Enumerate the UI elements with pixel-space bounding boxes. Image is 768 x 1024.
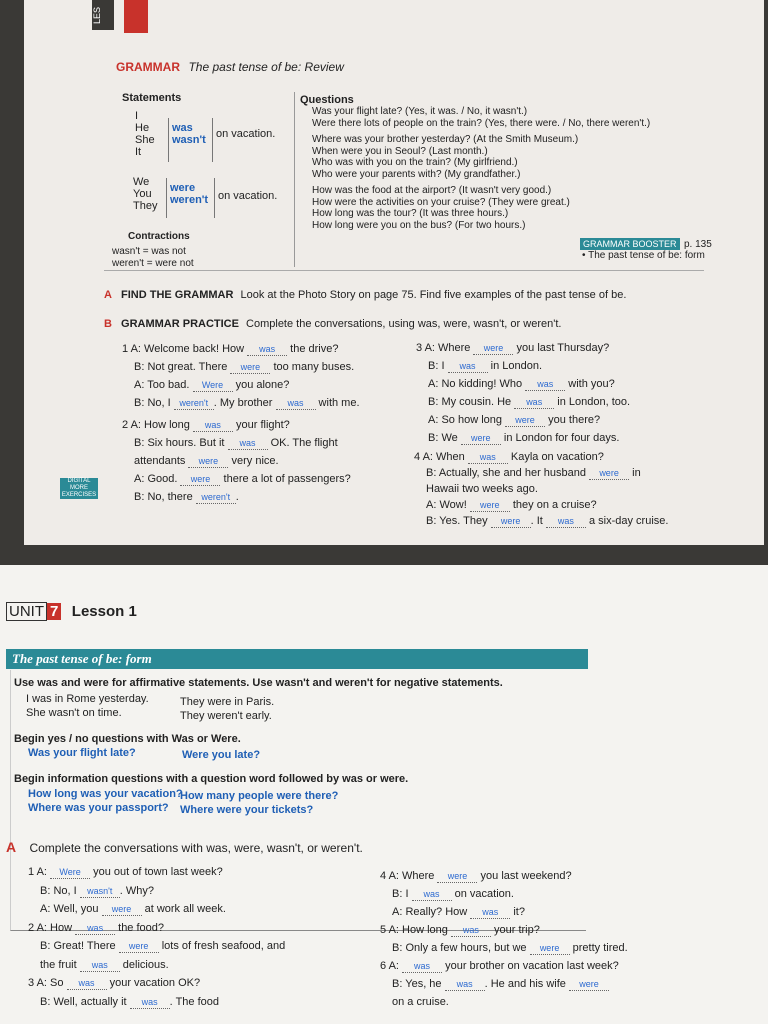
answer-blank[interactable]: were <box>505 414 545 427</box>
line-text: . Why? <box>119 884 154 897</box>
conversation-line <box>122 452 351 470</box>
line-text: B: Actually, she and her husband <box>426 467 590 479</box>
line-text: delicious. <box>119 958 169 971</box>
divider <box>214 178 215 218</box>
contractions-list <box>112 246 194 270</box>
answer-blank[interactable]: was <box>193 419 233 432</box>
exercise-letter: A <box>6 839 17 855</box>
answer-blank[interactable]: were <box>530 942 570 955</box>
answer-blank[interactable]: weren't <box>174 397 214 410</box>
conversation-line <box>122 470 351 488</box>
answer-blank[interactable]: was <box>445 978 485 991</box>
divider <box>104 270 704 271</box>
exercise-a-find <box>104 289 626 301</box>
line-text: you out of town last week? <box>90 866 223 878</box>
line-text: in London for four days. <box>500 432 620 444</box>
unit-heading <box>6 603 137 621</box>
conversation-line <box>416 429 630 447</box>
pronouns-singular <box>135 110 155 158</box>
line-text: the fruit <box>40 958 80 971</box>
column-divider <box>294 92 295 267</box>
conversation-line <box>122 488 351 506</box>
conversation-line <box>122 358 360 376</box>
answer-blank[interactable]: were <box>180 473 220 486</box>
answer-blank[interactable]: were <box>119 940 159 953</box>
answer-blank[interactable]: weren't <box>196 491 236 504</box>
line-text: a six-day cruise. <box>585 515 669 527</box>
answer-blank[interactable]: Were <box>193 379 233 392</box>
conversation-line <box>122 434 351 452</box>
pronoun: We <box>133 176 150 188</box>
line-text: your flight? <box>232 419 290 431</box>
line-text: your trip? <box>490 924 540 936</box>
digital-exercises-badge[interactable]: DIGITAL MORE EXERCISES <box>61 478 97 498</box>
conversation-3 <box>416 339 630 447</box>
answer-blank[interactable]: was <box>546 515 586 528</box>
answer-blank[interactable]: was <box>514 396 554 409</box>
verb: weren't <box>170 194 209 206</box>
example: How long was your vacation? <box>28 788 183 800</box>
line-text: B: I <box>428 360 448 372</box>
line-text: 3 A: Where <box>416 342 474 354</box>
answer-blank[interactable]: was <box>402 960 442 973</box>
line-text: pretty tired. <box>569 942 628 954</box>
exercise-title: FIND THE GRAMMAR <box>121 289 234 301</box>
pronoun: I <box>135 110 139 122</box>
line-text: your vacation OK? <box>106 977 201 989</box>
line-text: 1 A: Welcome back! How <box>122 343 248 355</box>
rule-1: Use was and were for affirmative statements. Use wasn't and weren't for negative statements. <box>14 677 503 689</box>
conversation-line <box>380 885 628 903</box>
line-text: B: Yes, he <box>392 978 445 990</box>
line-text: 4 A: Where <box>380 870 438 882</box>
answer-blank[interactable]: were <box>230 361 270 374</box>
line-text: B: My cousin. He <box>428 396 515 408</box>
exercise-instructions: Complete the conversations with was, were, wasn't, or weren't. <box>29 841 363 855</box>
line-text: 6 A: <box>380 960 403 972</box>
line-text: A: No kidding! Who <box>428 378 526 390</box>
line-text: B: I <box>392 888 412 900</box>
line-text: 4 A: When <box>414 451 468 463</box>
verbs-plural <box>170 182 208 206</box>
contraction: weren't = were not <box>112 258 194 269</box>
conversation-line <box>414 449 668 465</box>
line-text: with you? <box>565 378 615 390</box>
answer-blank[interactable]: was <box>247 343 287 356</box>
conversation-line <box>28 882 285 901</box>
line-text: B: Yes. They <box>426 515 491 527</box>
line-text: B: Six hours. But it <box>134 437 228 449</box>
line-text: A: So how long <box>428 414 506 426</box>
conversation-line <box>416 357 630 375</box>
answer-blank[interactable]: were <box>569 978 609 991</box>
line-text: you alone? <box>232 379 290 391</box>
conversation-4 <box>414 449 668 529</box>
answer-blank[interactable]: was <box>525 378 565 391</box>
line-text: . <box>235 491 239 503</box>
conversation-line <box>380 957 628 975</box>
conversation-line <box>122 394 360 412</box>
line-text: . It <box>530 515 546 527</box>
line-text: in London. <box>487 360 542 372</box>
conversation-line <box>380 903 628 921</box>
conversation-line <box>122 340 360 358</box>
answer-blank[interactable]: was <box>130 996 170 1009</box>
conversation-line <box>416 339 630 357</box>
lesson-tab: LES <box>92 0 114 30</box>
line-text: on vacation. <box>451 888 514 900</box>
line-text: . My brother <box>213 397 276 409</box>
answer-blank[interactable]: was <box>468 451 508 464</box>
grammar-booster-page: p. 135 <box>683 239 712 250</box>
rule-2: Begin yes / no questions with Was or Were. <box>14 733 241 745</box>
line-text: your brother on vacation last week? <box>442 960 619 972</box>
example: How many people were there? <box>180 790 339 802</box>
conversation-line <box>380 921 628 939</box>
conversation-line <box>414 481 668 497</box>
line-text: you there? <box>545 414 601 426</box>
conversation-line <box>380 993 628 1011</box>
line-text: there a lot of passengers? <box>220 473 351 485</box>
example: They weren't early. <box>180 710 272 722</box>
line-text: . The food <box>169 995 220 1008</box>
pronoun: She <box>135 134 155 146</box>
answer-blank[interactable]: were <box>461 432 501 445</box>
line-text: you last Thursday? <box>513 342 610 354</box>
examples-1-right <box>180 695 274 723</box>
verbs-singular <box>172 122 206 146</box>
exercise-b-practice <box>104 318 561 330</box>
line-text: A: Well, you <box>40 903 102 915</box>
question: Who was with you on the train? (My girlfriend.) <box>312 157 518 168</box>
question: When were you in Seoul? (Last month.) <box>312 145 488 157</box>
question: How were the activities on your cruise? (They were great.) <box>312 196 570 208</box>
answer-blank[interactable]: was <box>276 397 316 410</box>
textbook-page-top <box>24 0 764 545</box>
line-text: on a cruise. <box>392 996 449 1008</box>
pronoun: He <box>135 122 150 134</box>
conversation-line <box>28 974 285 993</box>
answer-blank[interactable]: was <box>448 360 488 373</box>
conversation-line <box>28 919 285 938</box>
lesson-number-tab <box>124 0 148 33</box>
line-text: the drive? <box>287 343 339 355</box>
line-text: A: Good. <box>134 473 181 485</box>
contractions-label: Contractions <box>128 231 190 242</box>
answer-blank[interactable]: Were <box>50 866 90 879</box>
answer-blank[interactable]: was <box>470 906 510 919</box>
conversation-line <box>28 863 285 882</box>
line-text: too many buses. <box>270 361 355 373</box>
line-text: it? <box>510 906 525 918</box>
divider <box>168 118 169 162</box>
answer-blank[interactable]: was <box>80 959 120 972</box>
conversation-line <box>414 513 668 529</box>
line-text: B: We <box>428 432 461 444</box>
conversation-line <box>380 867 628 885</box>
pronoun: You <box>133 188 152 200</box>
pronoun: It <box>135 146 142 158</box>
answer-blank[interactable]: was <box>75 922 115 935</box>
grammar-title: GRAMMAR <box>116 60 180 74</box>
line-text: 1 A: <box>28 866 51 878</box>
answer-blank[interactable]: were <box>470 499 510 512</box>
line-text: OK. The flight <box>267 437 338 449</box>
example: Were you late? <box>182 749 261 761</box>
question: Who were your parents with? (My grandfather.) <box>312 168 521 180</box>
conversation-line <box>122 376 360 394</box>
examples-3-right <box>180 789 338 817</box>
answer-blank[interactable]: were <box>188 455 228 468</box>
verb: were <box>170 182 196 194</box>
verb: wasn't <box>172 134 206 146</box>
example: They were in Paris. <box>180 696 275 708</box>
question: Were there lots of people on the train? (Yes, there were. / No, there weren't.) <box>312 117 651 129</box>
example: Where was your passport? <box>28 802 169 814</box>
conversation-line <box>122 416 351 434</box>
line-text: B: No, there <box>134 491 196 503</box>
example: She wasn't on time. <box>26 707 122 719</box>
exercise-instructions: Look at the Photo Story on page 75. Find five examples of the past tense of be. <box>240 289 627 301</box>
lesson-title: Lesson 1 <box>71 603 137 620</box>
answer-blank[interactable]: were <box>102 903 142 916</box>
grammar-booster-item: • The past tense of be: form <box>582 250 705 261</box>
statement-tail: on vacation. <box>216 128 276 140</box>
rule-3: Begin information questions with a question word followed by was or were. <box>14 773 409 785</box>
pronouns-plural <box>133 176 157 212</box>
conversation-line <box>28 956 285 975</box>
line-text: lots of fresh seafood, and <box>158 940 286 952</box>
conversation-line <box>416 393 630 411</box>
statement-tail: on vacation. <box>218 190 278 202</box>
answer-blank[interactable]: was <box>228 437 268 450</box>
line-text: attendants <box>134 455 189 467</box>
question: Where was your brother yesterday? (At the Smith Museum.) <box>312 134 579 145</box>
grammar-booster-label: GRAMMAR BOOSTER <box>580 238 680 250</box>
line-text: A: Wow! <box>426 499 470 511</box>
line-text: 5 A: How long <box>380 924 451 936</box>
line-text: in <box>629 467 641 479</box>
line-text: with me. <box>315 397 360 409</box>
conversation-1 <box>122 340 360 412</box>
contraction: wasn't = was not <box>112 246 186 257</box>
conversation-line <box>380 975 628 993</box>
examples-3-left <box>28 787 183 815</box>
textbook-page-bottom <box>0 565 768 1024</box>
conversation-line <box>414 465 668 481</box>
line-text: 2 A: How <box>28 921 76 934</box>
answer-blank[interactable]: was <box>412 888 452 901</box>
line-text: B: No, I <box>134 397 174 409</box>
conversations-left <box>28 863 285 1011</box>
line-text: . He and his wife <box>484 978 569 990</box>
line-text: B: Great! There <box>40 940 119 952</box>
exercise-a-complete <box>6 839 363 855</box>
exercise-title: GRAMMAR PRACTICE <box>121 318 239 330</box>
statements-label: Statements <box>122 92 182 104</box>
questions-label: Questions <box>300 94 354 106</box>
answer-blank[interactable]: was <box>67 977 107 990</box>
divider <box>166 178 167 218</box>
section-bar: The past tense of be: form <box>6 649 588 669</box>
line-text: B: Only a few hours, but we <box>392 942 530 954</box>
conversation-line <box>28 900 285 919</box>
pronoun: They <box>133 200 158 212</box>
conversation-line <box>414 497 668 513</box>
question: How long were you on the bus? (For two hours.) <box>312 219 526 231</box>
line-text: the food? <box>115 921 165 934</box>
divider <box>212 118 213 162</box>
answer-blank[interactable]: were <box>473 342 513 355</box>
conversation-2 <box>122 416 351 506</box>
line-text: Kayla on vacation? <box>507 451 604 463</box>
verb: was <box>172 122 193 134</box>
conversation-line <box>28 937 285 956</box>
question: How long was the tour? (It was three hours.) <box>312 208 509 219</box>
line-text: A: Too bad. <box>134 379 193 391</box>
line-text: very nice. <box>228 455 279 467</box>
questions-list <box>312 106 650 231</box>
conversation-line <box>416 411 630 429</box>
line-text: they on a cruise? <box>509 499 597 511</box>
example: Was your flight late? <box>28 747 136 759</box>
unit-number: 7 <box>47 603 61 620</box>
exercise-letter: B <box>104 318 112 330</box>
answer-blank[interactable]: were <box>589 467 629 480</box>
line-text: B: No, I <box>40 884 80 897</box>
line-text: Hawaii two weeks ago. <box>426 483 538 495</box>
line-text: 3 A: So <box>28 977 67 989</box>
line-text: you last weekend? <box>477 870 572 882</box>
line-text: B: Well, actually it <box>40 995 130 1008</box>
conversation-line <box>380 939 628 957</box>
line-text: A: Really? How <box>392 906 471 918</box>
conversations-right <box>380 867 628 1011</box>
example: Where were your tickets? <box>180 804 314 816</box>
question: Was your flight late? (Yes, it was. / No, it wasn't.) <box>312 106 528 117</box>
examples-1-left <box>26 692 149 720</box>
conversation-line <box>28 993 285 1012</box>
unit-label: UNIT <box>6 602 47 621</box>
exercise-letter: A <box>104 289 112 301</box>
answer-blank[interactable]: were <box>437 870 477 883</box>
answer-blank[interactable]: was <box>451 924 491 937</box>
grammar-heading <box>116 58 344 76</box>
line-text: B: Not great. There <box>134 361 231 373</box>
answer-blank[interactable]: wasn't <box>80 885 120 898</box>
line-text: 2 A: How long <box>122 419 193 431</box>
line-text: at work all week. <box>141 903 226 915</box>
line-text: in London, too. <box>554 396 631 408</box>
exercise-instructions: Complete the conversations, using was, were, wasn't, or weren't. <box>246 318 562 330</box>
grammar-subtitle: The past tense of be: Review <box>188 60 344 74</box>
example: I was in Rome yesterday. <box>26 693 149 705</box>
conversation-line <box>416 375 630 393</box>
question: How was the food at the airport? (It wasn't very good.) <box>312 185 552 196</box>
answer-blank[interactable]: were <box>491 515 531 528</box>
